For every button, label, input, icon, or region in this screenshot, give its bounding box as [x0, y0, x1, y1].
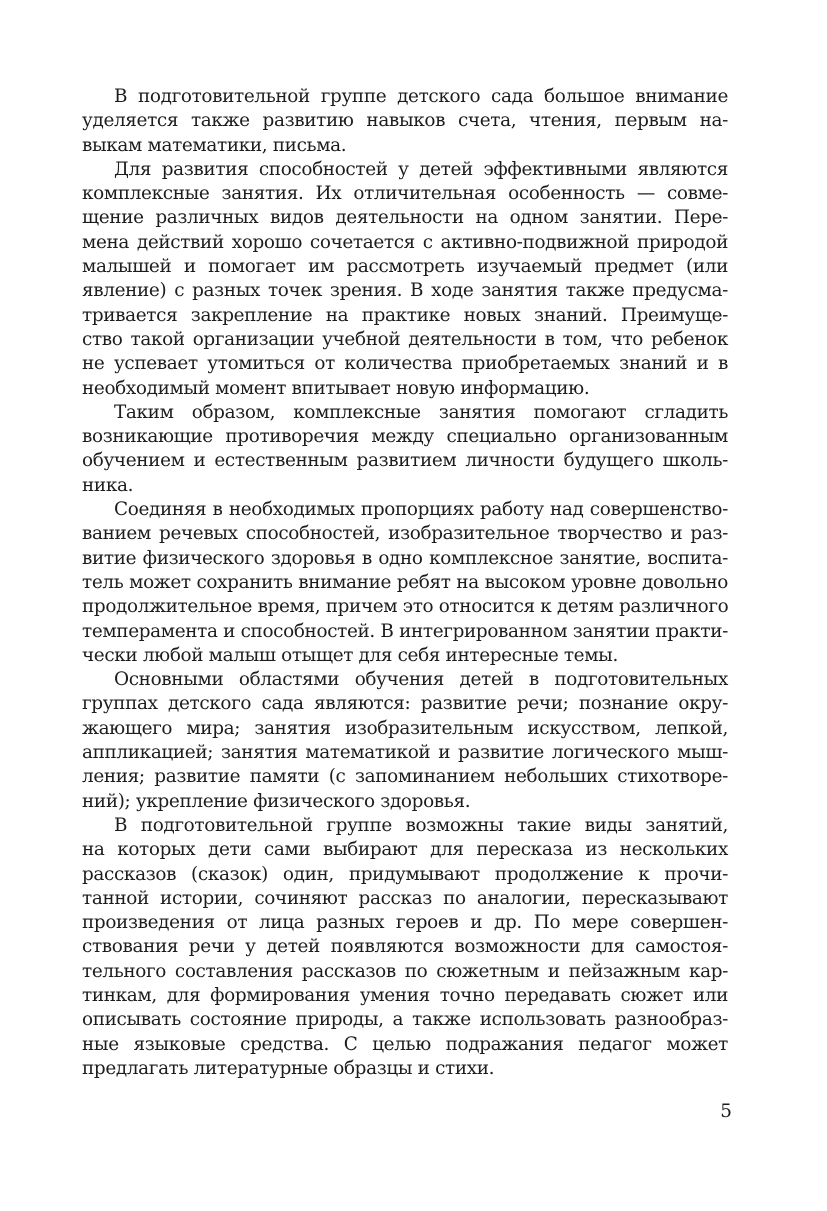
text-line: комплексные занятия. Их отличительная особенность — совме-	[82, 183, 728, 205]
text-line: предлагать литературные образцы и стихи.	[82, 1057, 495, 1079]
text-line: выкам математики, письма.	[82, 134, 347, 156]
paragraph	[82, 401, 728, 498]
text-line: группах детского сада являются: развитие речи; познание окру-	[82, 693, 728, 715]
text-line: возникающие противоречия между специально организованным	[82, 426, 728, 448]
text-line: витие физического здоровья в одно комплексное занятие, воспита-	[82, 547, 728, 569]
paragraph	[82, 158, 728, 401]
text-line: ствования речи у детей появляются возможности для самостоя-	[82, 936, 728, 958]
text-line: тинкам, для формирования умения точно передавать сюжет или	[82, 984, 728, 1006]
page-number: 5	[720, 1101, 732, 1122]
text-line: описывать состояние природы, а также использовать разнообраз-	[82, 1009, 728, 1031]
text-line: явление) с разных точек зрения. В ходе занятия также предусма-	[82, 280, 728, 302]
text-line: ные языковые средства. С целью подражания педагог может	[82, 1033, 728, 1055]
text-line: ления; развитие памяти (с запоминанием небольших стихотворе-	[82, 766, 728, 788]
text-line: произведения от лица разных героев и др. По мере совершен-	[82, 912, 728, 934]
text-line: Основными областями обучения детей в подготовительных	[114, 669, 728, 691]
text-line: Таким образом, комплексные занятия помогают сгладить	[114, 401, 728, 423]
text-line: тельного составления рассказов по сюжетным и пейзажным кар-	[82, 960, 728, 982]
paragraph	[82, 85, 728, 158]
text-line: аппликацией; занятия математикой и развитие логического мыш-	[82, 742, 728, 764]
text-line: ника.	[82, 474, 134, 496]
text-line: Для развития способностей у детей эффективными являются	[114, 158, 728, 180]
text-line: на которых дети сами выбирают для пересказа из нескольких	[82, 839, 728, 861]
paragraph	[82, 814, 728, 1081]
text-line: щение различных видов деятельности на одном занятии. Пере-	[82, 207, 728, 229]
text-line: ванием речевых способностей, изобразительное творчество и раз-	[82, 523, 728, 545]
text-line: необходимый момент впитывает новую информацию.	[82, 377, 590, 399]
text-line: танной истории, сочиняют рассказ по аналогии, пересказывают	[82, 887, 728, 909]
text-line: рассказов (сказок) один, придумывают продолжение к прочи-	[82, 863, 728, 885]
text-line: жающего мира; занятия изобразительным искусством, лепкой,	[82, 717, 728, 739]
text-line: Соединяя в необходимых пропорциях работу над совершенство-	[114, 499, 728, 521]
text-line: ство такой организации учебной деятельности в том, что ребенок	[82, 328, 728, 350]
text-line: В подготовительной группе возможны такие виды занятий,	[114, 814, 728, 836]
text-line: темперамента и способностей. В интегрированном занятии практи-	[82, 620, 728, 642]
paragraph	[82, 498, 728, 668]
text-line: чески любой малыш отыщет для себя интересные темы.	[82, 644, 618, 666]
text-line: В подготовительной группе детского сада большое внимание	[114, 86, 728, 107]
text-line: уделяется также развитию навыков счета, чтения, первым на-	[82, 110, 728, 132]
text-line: продолжительное время, причем это относится к детям различного	[82, 596, 729, 618]
text-line: ний); укрепление физического здоровья.	[82, 790, 471, 812]
text-line: тривается закрепление на практике новых знаний. Преимуще-	[82, 304, 728, 326]
text-line: мена действий хорошо сочетается с активно-подвижной природой	[82, 231, 728, 253]
paragraph	[82, 668, 728, 814]
text-line: не успевает утомиться от количества приобретаемых знаний и в	[82, 353, 728, 375]
body-text	[82, 85, 728, 1081]
text-line: обучением и естественным развитием личности будущего школь-	[82, 450, 728, 472]
text-line: малышей и помогает им рассмотреть изучаемый предмет (или	[82, 256, 728, 278]
text-line: тель может сохранить внимание ребят на высоком уровне довольно	[82, 571, 728, 593]
